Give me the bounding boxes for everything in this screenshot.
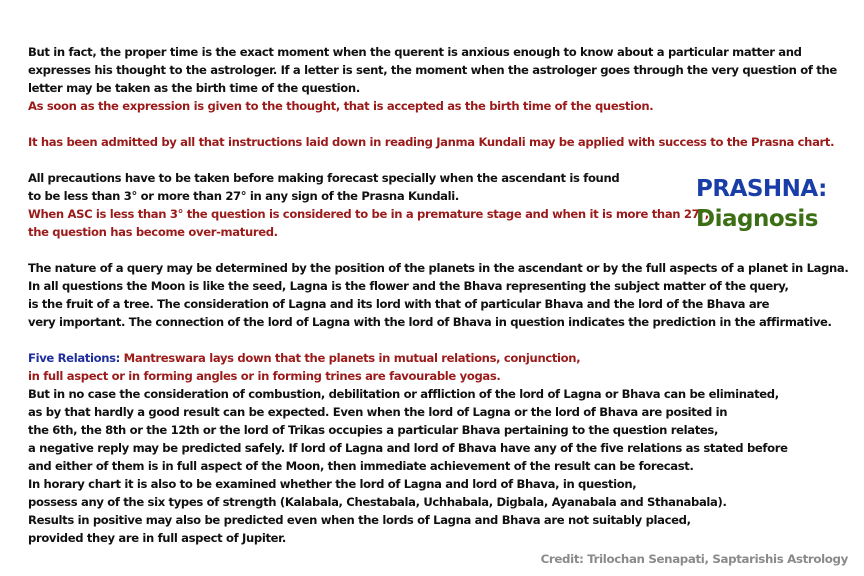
title-diagnosis: Diagnosis (696, 206, 818, 232)
text-line: In horary chart it is also to be examined whether the lord of Lagna and lord of Bhava, in question, (28, 477, 637, 491)
text-line: to be less than 3° or more than 27° in any sign of the Prasna Kundali. (28, 189, 459, 203)
paragraph-birth-time (28, 43, 837, 115)
text-line: and either of them is in full aspect of the Moon, then immediate achievement of the result can be forecast. (28, 459, 694, 473)
paragraph-five-relations (28, 349, 788, 547)
paragraph-nature-of-query (28, 259, 848, 331)
highlighted-line: As soon as the expression is given to the thought, that is accepted as the birth time of the question. (28, 99, 654, 113)
text-line: Results in positive may also be predicted even when the lords of Lagna and Bhava are not suitably placed, (28, 513, 691, 527)
text-line: possess any of the six types of strength (Kalabala, Chestabala, Uchhabala, Digbala, Ayanabala and Sthanabala). (28, 495, 727, 509)
paragraph-janma-kundali (28, 133, 834, 151)
credit-line: Credit: Trilochan Senapati, Saptarishis Astrology (540, 552, 848, 566)
five-relations-label: Five Relations: (28, 351, 120, 365)
highlighted-line: in full aspect or in forming angles or in forming trines are favourable yogas. (28, 369, 501, 383)
text-line-first (28, 349, 788, 367)
paragraph-ascendant (28, 169, 709, 241)
text-line: provided they are in full aspect of Jupiter. (28, 531, 286, 545)
text-line: letter may be taken as the birth time of the question. (28, 81, 360, 95)
highlighted-text: Mantreswara lays down that the planets in mutual relations, conjunction, (119, 351, 581, 365)
text-line: All precautions have to be taken before making forecast specially when the ascendant is found (28, 171, 620, 185)
text-line: the 6th, the 8th or the 12th or the lord of Trikas occupies a particular Bhava pertaining to the question relates, (28, 423, 719, 437)
text-line: as by that hardly a good result can be expected. Even when the lord of Lagna or the lord of Bhava are posited in (28, 405, 728, 419)
text-line: In all questions the Moon is like the seed, Lagna is the flower and the Bhava representing the subject matter of the query, (28, 279, 789, 293)
highlighted-line: When ASC is less than 3° the question is considered to be in a premature stage and when it is more than 27°, (28, 207, 709, 221)
text-line: But in fact, the proper time is the exact moment when the querent is anxious enough to know about a particular matter and (28, 45, 802, 59)
text-line: a negative reply may be predicted safely. If lord of Lagna and lord of Bhava have any of the five relations as stated before (28, 441, 788, 455)
text-line: But in no case the consideration of combustion, debilitation or affliction of the lord of Lagna or Bhava can be eliminated, (28, 387, 779, 401)
text-line: expresses his thought to the astrologer. If a letter is sent, the moment when the astrologer goes through the very question of the (28, 63, 837, 77)
text-line: very important. The connection of the lord of Lagna with the lord of Bhava in question indicates the prediction in the affirmative. (28, 315, 832, 329)
highlighted-line: It has been admitted by all that instructions laid down in reading Janma Kundali may be applied with success to the Prasna chart. (28, 135, 835, 149)
highlighted-line: the question has become over-matured. (28, 225, 278, 239)
text-line: The nature of a query may be determined by the position of the planets in the ascendant or by the full aspects of a planet in Lagna. (28, 261, 849, 275)
slide-title (696, 174, 827, 234)
title-prashna: PRASHNA: (696, 176, 827, 202)
text-line: is the fruit of a tree. The consideration of Lagna and its lord with that of particular Bhava and the lord of the Bhava are (28, 297, 770, 311)
